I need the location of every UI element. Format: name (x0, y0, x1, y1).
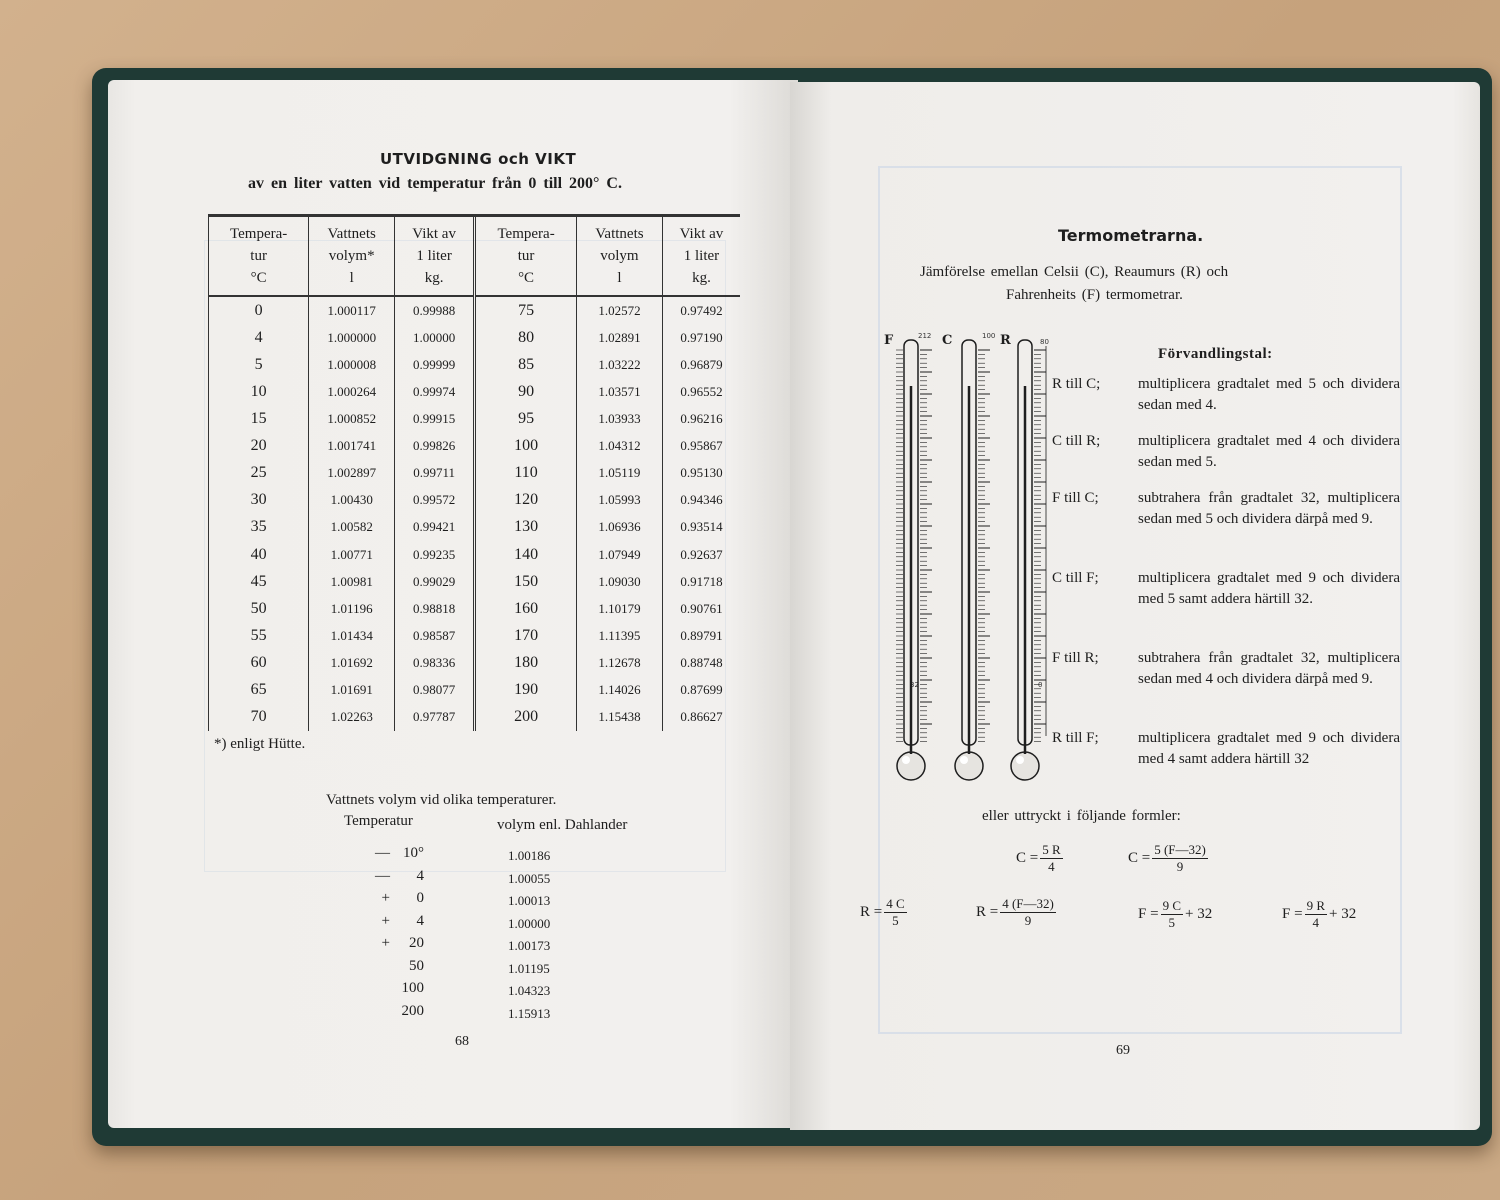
volume-temp: 4 (416, 867, 424, 884)
table-cell: 130 (475, 514, 577, 541)
volume-sign: — (375, 867, 390, 884)
table-cell: 1.00430 (309, 487, 395, 514)
table-cell: 1.01434 (309, 622, 395, 649)
label-c-top: 100 (982, 332, 996, 340)
conversion-text: multiplicera gradtalet med 4 och dividera sedan med 5. (1138, 433, 1400, 470)
formula-r-from-c (860, 896, 909, 929)
column-header: Tempera- tur °C (209, 217, 309, 296)
table-cell: 170 (475, 622, 577, 649)
table-cell: 0.99711 (395, 460, 475, 487)
volume-value: 1.15913 (508, 1005, 551, 1021)
table-row (209, 649, 741, 676)
table-cell: 0.88748 (680, 655, 723, 671)
table-cell: 0.93514 (680, 519, 723, 535)
label-f-freeze: 32 (910, 681, 919, 689)
table-cell: 1.05993 (577, 487, 663, 514)
table-cell: 140 (475, 541, 577, 568)
table-cell: 0.98336 (395, 649, 475, 676)
table-cell: 0.91718 (680, 573, 723, 589)
conversion-text: multiplicera gradtalet med 5 och dividera sedan med 4. (1138, 376, 1400, 413)
formula-lhs: C = (1128, 850, 1151, 866)
table-cell: 1.02891 (577, 324, 663, 351)
table-cell: 1.00582 (309, 514, 395, 541)
thermometer-bulb (955, 752, 983, 780)
conversion-text: subtrahera från gradtalet 32, multiplicera sedan med 4 och dividera därpå med 9. (1138, 650, 1400, 687)
table-row (209, 704, 741, 731)
thermometer-subtitle-1: Jämförelse emellan Celsii (C), Reaumurs (R) och (920, 264, 1229, 280)
table-cell: 0.98077 (395, 677, 475, 704)
conversion-label: C till R; (1052, 433, 1101, 449)
table-cell: 1.04312 (577, 433, 663, 460)
volume-sign: + (381, 912, 390, 929)
table-cell: 0.87699 (680, 682, 723, 698)
table-cell: 50 (209, 595, 309, 622)
table-title: UTVIDGNING och VIKT (380, 150, 577, 168)
table-cell: 0.99029 (395, 568, 475, 595)
table-cell: 110 (475, 460, 577, 487)
table-cell: 55 (209, 622, 309, 649)
formula-lhs: F = (1282, 906, 1303, 922)
table-cell: 1.06936 (577, 514, 663, 541)
table-cell: 1.01691 (309, 677, 395, 704)
table-cell: 0.99999 (395, 351, 475, 378)
table-cell: 0.98818 (395, 595, 475, 622)
table-cell: 1.03933 (577, 405, 663, 432)
table-cell: 1.15438 (577, 704, 663, 731)
volume-temp: 4 (416, 912, 424, 929)
column-header: Vattnets volym* l (309, 217, 395, 296)
bulb-highlight (902, 756, 910, 764)
table-cell: 1.03571 (577, 378, 663, 405)
table-cell: 0.86627 (680, 709, 723, 725)
conversion-title: Förvandlingstal: (1158, 346, 1273, 362)
table-cell: 1.09030 (577, 568, 663, 595)
footnote: *) enligt Hütte. (214, 736, 306, 752)
table-cell: 0.99826 (395, 433, 475, 460)
formula-f-from-c (1138, 898, 1212, 931)
table-cell: 1.000000 (309, 324, 395, 351)
table-cell: 5 (209, 351, 309, 378)
volume-sign: — (375, 845, 390, 861)
conversion-label: R till F; (1052, 730, 1099, 746)
conversion-label: R till C; (1052, 376, 1101, 392)
formula-f-from-r (1282, 898, 1356, 931)
table-row (209, 541, 741, 568)
formula-den: 9 (1024, 913, 1032, 928)
formula-lhs: F = (1138, 906, 1159, 922)
table-cell: 0.96879 (680, 356, 723, 372)
formula-den: 4 (1048, 859, 1055, 874)
table-cell: 0.99988 (395, 296, 475, 324)
table-row (209, 487, 741, 514)
table-cell: 40 (209, 541, 309, 568)
table-cell: 1.14026 (577, 677, 663, 704)
table-cell: 0.96552 (680, 383, 723, 399)
volume-header-vol: volym enl. Dahlander (497, 817, 628, 833)
table-cell: 0.89791 (680, 627, 723, 643)
label-r-top: 80 (1040, 338, 1049, 346)
formula-num: 9 C (1162, 898, 1181, 913)
thermometer-title: Termometrarna. (1058, 226, 1204, 245)
table-cell: 0 (209, 296, 309, 324)
formula-num: 4 C (886, 896, 905, 911)
formula-lhs: C = (1016, 850, 1039, 866)
conversion-text: multiplicera gradtalet med 9 och dividera med 4 samt addera härtill 32 (1138, 730, 1400, 767)
table-cell: 1.00981 (309, 568, 395, 595)
table-cell: 1.000117 (309, 296, 395, 324)
volume-value: 1.00186 (508, 848, 551, 863)
table-cell: 150 (475, 568, 577, 595)
table-row (209, 622, 741, 649)
label-r: R (1000, 333, 1011, 348)
formula-num: 9 R (1306, 898, 1325, 913)
conversion-text: multiplicera gradtalet med 9 och dividera med 5 samt addera härtill 32. (1138, 570, 1400, 607)
formula-c-from-f (1128, 842, 1210, 875)
thermometer-bulb (897, 752, 925, 780)
label-zero: 0 (1038, 681, 1043, 689)
table-row (209, 514, 741, 541)
table-cell: 0.99235 (395, 541, 475, 568)
label-c: C (942, 333, 953, 348)
formula-den: 4 (1312, 915, 1320, 930)
volume-value: 1.01195 (508, 960, 550, 976)
table-row (209, 433, 741, 460)
table-cell: 30 (209, 487, 309, 514)
table-cell: 1.11395 (577, 622, 663, 649)
table-cell: 200 (475, 704, 577, 731)
table-cell: 0.95130 (680, 465, 723, 481)
conversion-label: F till C; (1052, 490, 1099, 506)
table-cell: 0.96216 (680, 411, 723, 427)
column-header: Tempera- tur °C (475, 217, 577, 296)
table-cell: 1.00000 (395, 324, 475, 351)
page-number-left: 68 (455, 1034, 469, 1049)
table-cell: 60 (209, 649, 309, 676)
formula-tail: + 32 (1328, 906, 1357, 922)
table-cell: 1.002897 (309, 460, 395, 487)
volume-temp: 100 (401, 980, 424, 996)
table-cell: 1.000008 (309, 351, 395, 378)
page-number-right: 69 (1116, 1043, 1130, 1058)
table-cell: 1.02572 (577, 296, 663, 324)
table-body (209, 296, 741, 731)
column-header: Vattnets volym l (577, 217, 663, 296)
column-header: Vikt av 1 liter kg. (662, 217, 740, 296)
table-cell: 1.01692 (309, 649, 395, 676)
thermometer-subtitle-2: Fahrenheits (F) termometrar. (1006, 287, 1183, 303)
table-cell: 120 (475, 487, 577, 514)
table-cell: 1.01196 (309, 595, 395, 622)
table-cell: 90 (475, 378, 577, 405)
thermometers-illustration (870, 326, 1060, 796)
formula-num: 5 (F—32) (1154, 842, 1206, 857)
table-cell: 1.000852 (309, 405, 395, 432)
table-cell: 1.001741 (309, 433, 395, 460)
table-subtitle: av en liter vatten vid temperatur från 0 till 200° C. (248, 175, 622, 192)
table-cell: 0.95867 (680, 438, 723, 454)
table-cell: 15 (209, 405, 309, 432)
label-f-top: 212 (918, 332, 932, 340)
table-cell: 1.07949 (577, 541, 663, 568)
table-header-row (209, 217, 741, 296)
volume-sign: + (381, 890, 390, 906)
table-cell: 4 (209, 324, 309, 351)
table-cell: 0.97492 (680, 302, 723, 318)
formula-r-from-f (976, 896, 1058, 929)
table-cell: 0.99915 (395, 405, 475, 432)
table-row (209, 677, 741, 704)
formula-den: 9 (1176, 859, 1184, 874)
volume-temp: 10° (403, 845, 424, 861)
expansion-table (208, 214, 740, 731)
table-cell: 180 (475, 649, 577, 676)
table-cell: 35 (209, 514, 309, 541)
formula-num: 5 R (1042, 842, 1061, 857)
thermometer-bulb (1011, 752, 1039, 780)
table-cell: 100 (475, 433, 577, 460)
table-cell: 1.10179 (577, 595, 663, 622)
bulb-highlight (1016, 756, 1024, 764)
table-cell: 65 (209, 677, 309, 704)
formula-den: 5 (1168, 915, 1176, 930)
formulas-intro: eller uttryckt i följande formler: (982, 808, 1181, 824)
formula-num: 4 (F—32) (1002, 896, 1054, 911)
formula-c-from-r (1016, 842, 1065, 875)
volume-value: 1.04323 (508, 983, 551, 998)
conversion-text: subtrahera från gradtalet 32, multiplicera sedan med 5 och dividera därpå med 9. (1138, 490, 1400, 527)
table-cell: 0.99421 (395, 514, 475, 541)
table-cell: 45 (209, 568, 309, 595)
column-header: Vikt av 1 liter kg. (395, 217, 475, 296)
table-cell: 1.12678 (577, 649, 663, 676)
table-row (209, 568, 741, 595)
volume-temp: 50 (409, 957, 424, 974)
table-cell: 0.94346 (680, 492, 723, 508)
table-row (209, 595, 741, 622)
bulb-highlight (960, 756, 968, 764)
volume-temp: 0 (416, 890, 424, 906)
table-row (209, 324, 741, 351)
volume-header-temp: Temperatur (344, 813, 413, 829)
table-row (209, 460, 741, 487)
volume-value: 1.00000 (508, 915, 551, 931)
table-cell: 0.97787 (395, 704, 475, 731)
table-cell: 70 (209, 704, 309, 731)
formula-den: 5 (892, 913, 899, 928)
label-f: F (884, 333, 894, 348)
table-row (209, 405, 741, 432)
table-row (209, 296, 741, 324)
volume-value: 1.00055 (508, 870, 551, 886)
volume-temp: 200 (401, 1002, 424, 1019)
formula-lhs: R = (976, 904, 999, 920)
table-cell: 1.00771 (309, 541, 395, 568)
table-cell: 160 (475, 595, 577, 622)
table-row (209, 351, 741, 378)
table-cell: 0.90761 (680, 600, 723, 616)
table-cell: 1.000264 (309, 378, 395, 405)
table-cell: 85 (475, 351, 577, 378)
conversion-label: C till F; (1052, 570, 1099, 586)
table-cell: 0.97190 (680, 329, 723, 345)
formula-lhs: R = (860, 904, 883, 920)
table-cell: 25 (209, 460, 309, 487)
table-cell: 190 (475, 677, 577, 704)
table-cell: 0.99974 (395, 378, 475, 405)
table-cell: 1.03222 (577, 351, 663, 378)
volume-value: 1.00013 (508, 893, 551, 908)
volume-temp: 20 (409, 935, 424, 951)
volume-sign: + (381, 935, 390, 951)
volume-value: 1.00173 (508, 938, 551, 953)
table-cell: 80 (475, 324, 577, 351)
table-cell: 0.92637 (680, 546, 723, 562)
formula-tail: + 32 (1184, 906, 1213, 922)
table-cell: 1.02263 (309, 704, 395, 731)
volume-table-title: Vattnets volym vid olika temperaturer. (326, 792, 557, 808)
conversion-label: F till R; (1052, 650, 1099, 666)
table-cell: 0.98587 (395, 622, 475, 649)
table-cell: 0.99572 (395, 487, 475, 514)
table-cell: 10 (209, 378, 309, 405)
table-cell: 20 (209, 433, 309, 460)
table-cell: 95 (475, 405, 577, 432)
table-row (209, 378, 741, 405)
table-cell: 1.05119 (577, 460, 663, 487)
table-cell: 75 (475, 296, 577, 324)
